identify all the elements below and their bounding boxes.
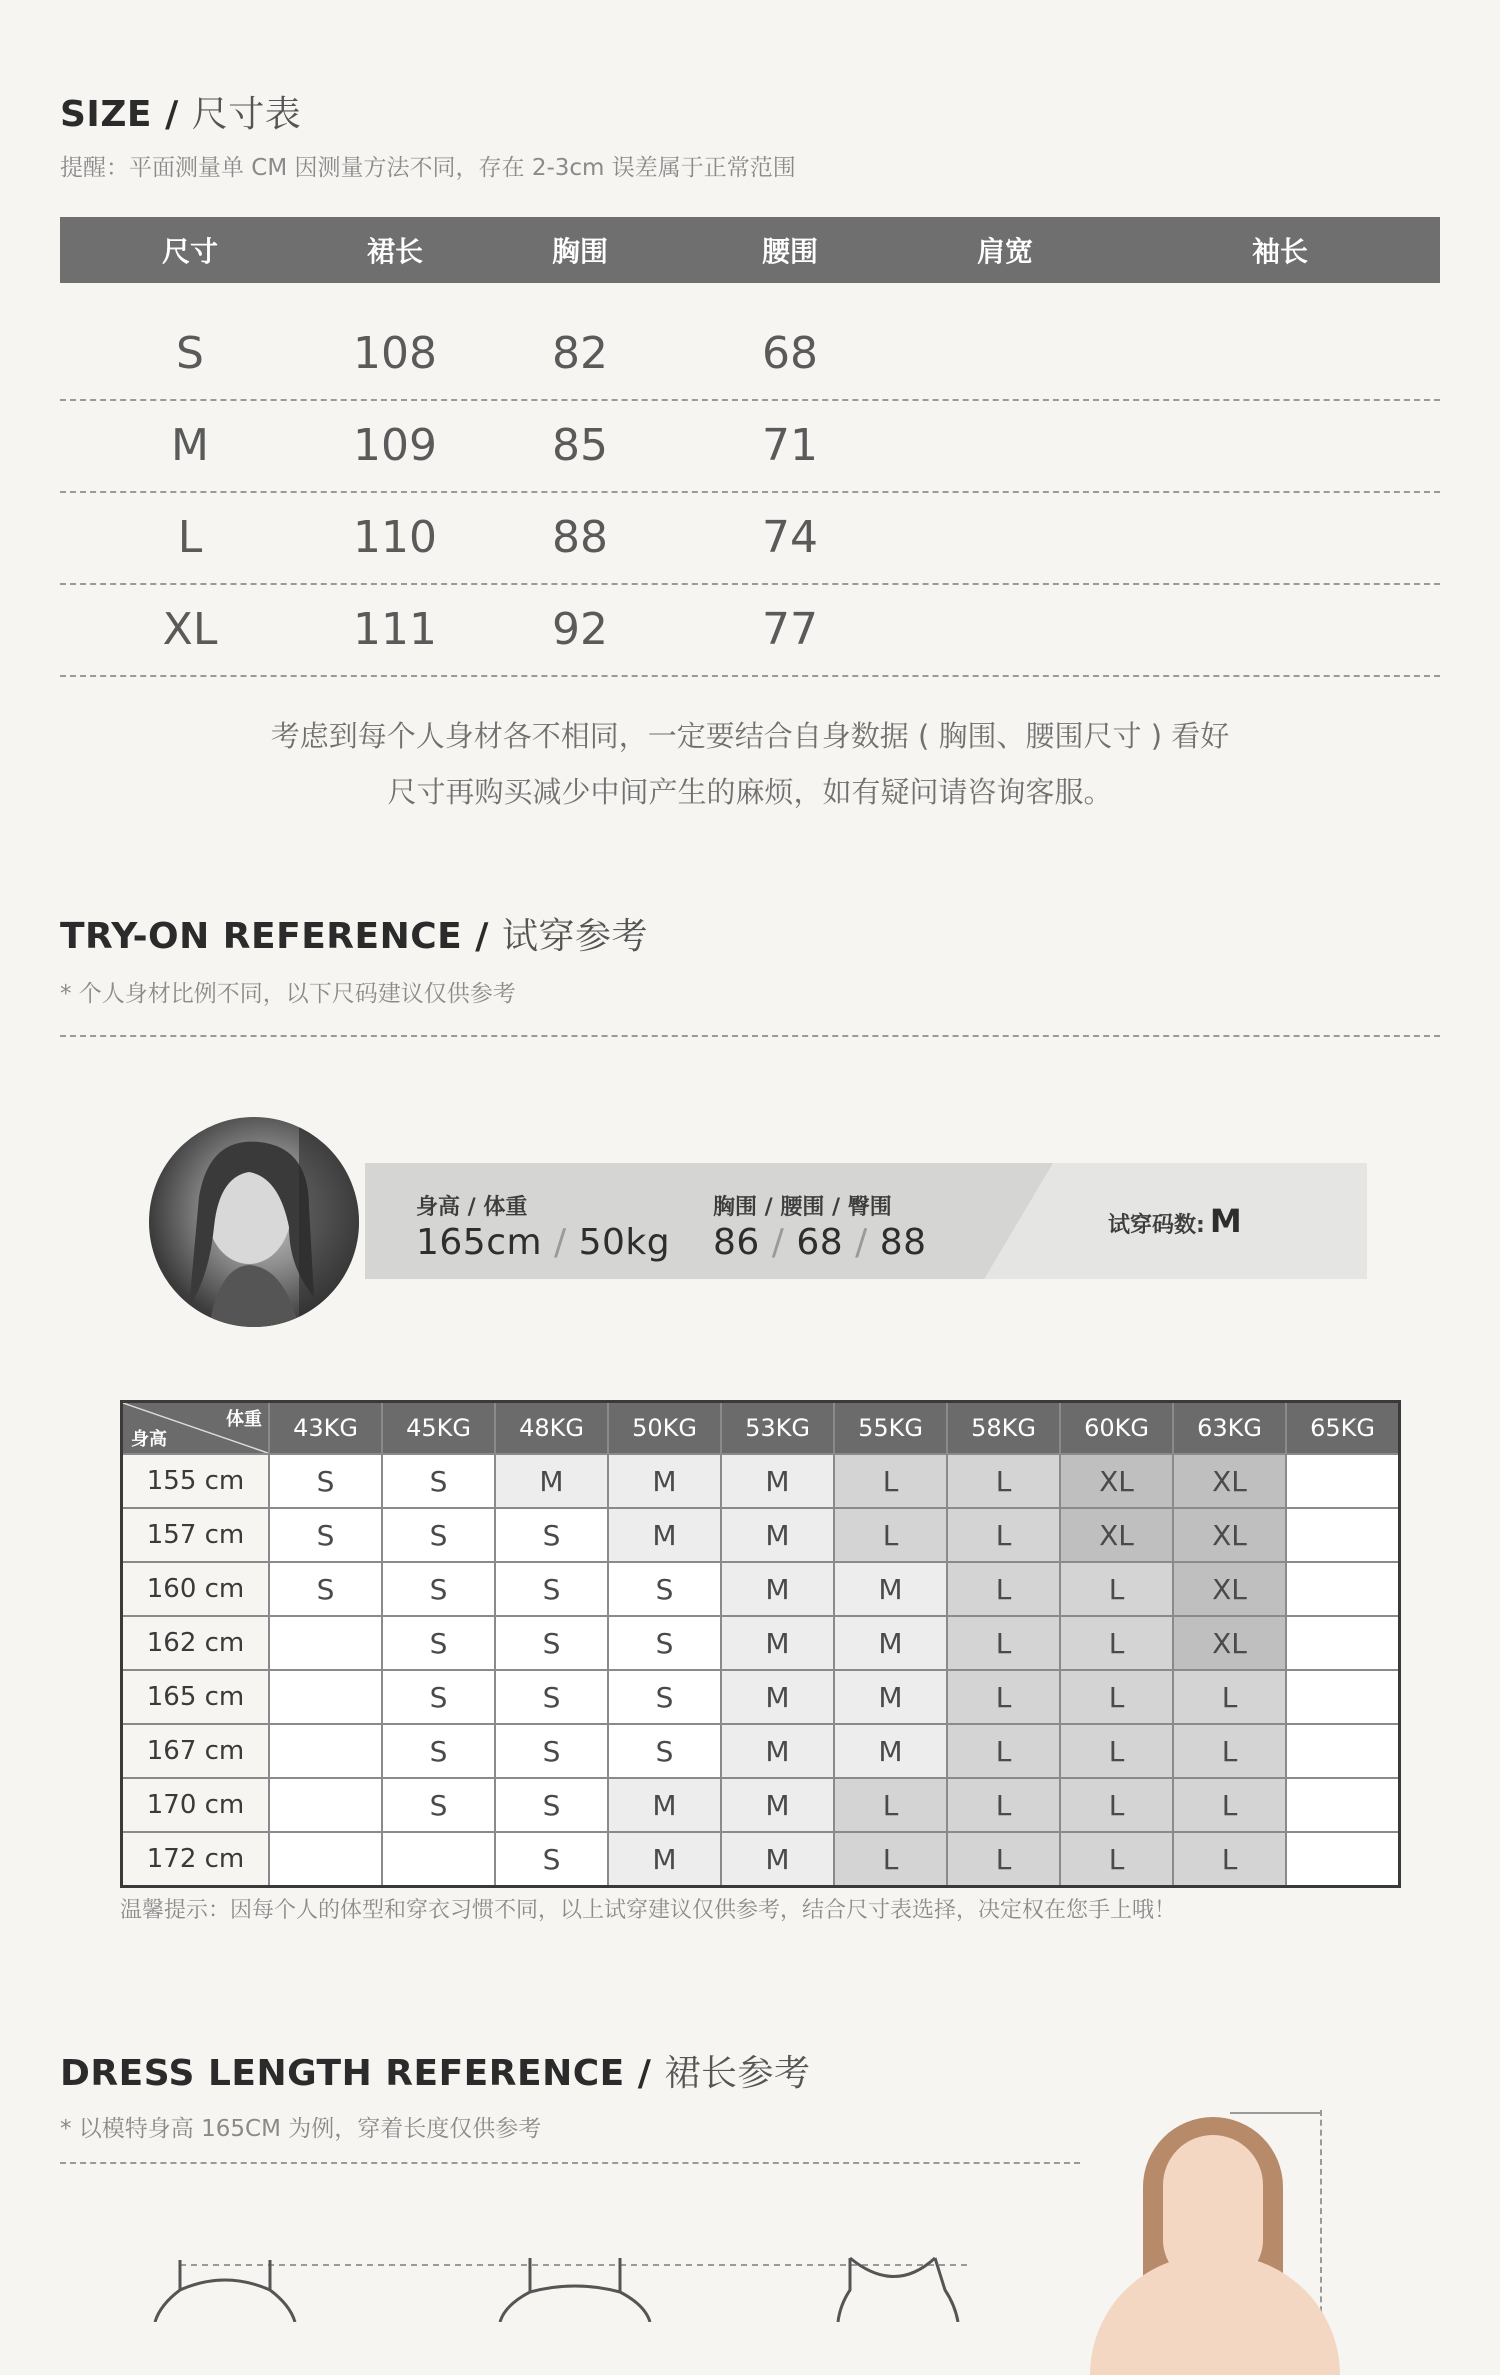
tryon-size-value: M [1209,1202,1242,1240]
grid-size-cell: S [382,1562,495,1616]
grid-size-cell [269,1616,382,1670]
grid-size-cell: S [608,1616,721,1670]
grid-row [122,1724,1400,1778]
tryon-size [1108,1202,1242,1240]
grid-height-label: 157 cm [122,1508,270,1562]
grid-size-cell: L [1060,1670,1173,1724]
grid-weight-header: 58KG [947,1402,1060,1455]
size-cell-waist: 74 [762,511,818,563]
grid-size-cell [1286,1454,1400,1508]
size-cell-size: S [176,327,204,379]
grid-size-cell: L [947,1562,1060,1616]
tryon-title-cn: 试穿参考 [502,916,649,957]
grid-height-label: 167 cm [122,1724,270,1778]
grid-size-cell: L [1173,1832,1286,1887]
corner-height-label: 身高 [131,1429,167,1450]
grid-size-cell: L [947,1508,1060,1562]
corner-weight-label: 体重 [226,1409,262,1430]
grid-size-cell: S [495,1562,608,1616]
grid-size-cell: M [608,1832,721,1887]
size-tip-line1: 考虑到每个人身材各不相同，一定要结合自身数据 ( 胸围、腰围尺寸 ) 看好 [270,719,1230,753]
grid-height-label: 160 cm [122,1562,270,1616]
model-sep: / [554,1222,567,1263]
grid-weight-header: 43KG [269,1402,382,1455]
grid-size-cell: S [608,1562,721,1616]
grid-size-cell: M [721,1778,834,1832]
grid-size-cell [1286,1724,1400,1778]
grid-size-cell: XL [1173,1562,1286,1616]
size-cell-length: 108 [353,327,437,379]
grid-size-cell: L [947,1778,1060,1832]
size-cell-sleeve [1120,491,1440,583]
tryon-note: * 个人身材比例不同，以下尺码建议仅供参考 [60,981,516,1007]
size-cell-waist: 71 [762,419,818,471]
grid-size-cell [269,1670,382,1724]
grid-size-cell: L [947,1454,1060,1508]
grid-size-cell: XL [1173,1508,1286,1562]
grid-size-cell [269,1778,382,1832]
grid-weight-header: 50KG [608,1402,721,1455]
grid-weight-header: 63KG [1173,1402,1286,1455]
grid-row [122,1832,1400,1887]
grid-size-cell: XL [1060,1508,1173,1562]
size-cell-shoulder [890,583,1120,675]
model-weight: 50kg [578,1222,671,1263]
tryon-title-slash: / [475,916,489,957]
bwh-label: 胸围 / 腰围 / 臀围 [713,1195,892,1220]
model-avatar [145,1113,363,1331]
grid-size-cell: S [382,1778,495,1832]
grid-corner [122,1402,270,1455]
size-table-row [60,583,1440,675]
grid-size-cell: M [834,1616,947,1670]
size-cell-sleeve [1120,583,1440,675]
grid-size-cell: S [382,1454,495,1508]
grid-row [122,1670,1400,1724]
grid-size-cell: M [721,1562,834,1616]
grid-row [122,1778,1400,1832]
model-sep: / [771,1222,785,1263]
size-cell-size: L [177,511,203,563]
dress-title-en: DRESS LENGTH REFERENCE [60,2053,625,2094]
grid-size-cell: S [495,1670,608,1724]
grid-size-cell: L [1060,1724,1173,1778]
grid-weight-header: 53KG [721,1402,834,1455]
size-header-cell: 尺寸 [161,235,218,268]
size-cell-bust: 88 [552,511,608,563]
model-height: 165cm [416,1222,543,1263]
size-cell-length: 111 [353,603,437,655]
grid-size-cell: M [721,1724,834,1778]
grid-size-cell: L [1060,1832,1173,1887]
grid-size-cell: S [495,1778,608,1832]
height-weight-label: 身高 / 体重 [416,1195,528,1220]
grid-size-cell: S [608,1724,721,1778]
grid-size-cell: M [834,1724,947,1778]
dress-outline-icons [150,2250,1000,2322]
grid-weight-header: 60KG [1060,1402,1173,1455]
size-header-cell: 腰围 [761,235,818,268]
grid-size-cell [382,1832,495,1887]
grid-size-cell: L [947,1670,1060,1724]
grid-weight-header: 45KG [382,1402,495,1455]
grid-size-cell: S [269,1508,382,1562]
grid-height-label: 170 cm [122,1778,270,1832]
model-portrait-icon [149,1117,359,1327]
grid-size-cell: L [1060,1778,1173,1832]
grid-row [122,1616,1400,1670]
size-title-cn: 尺寸表 [191,94,302,135]
model-sep: / [855,1222,868,1263]
dress-section-title [60,2045,810,2096]
grid-size-cell: L [834,1508,947,1562]
size-tip-line2: 尺寸再购买减少中间产生的麻烦，如有疑问请咨询客服。 [387,775,1113,809]
grid-size-cell: S [608,1670,721,1724]
warm-tip: 温馨提示：因每个人的体型和穿衣习惯不同，以上试穿建议仅供参考，结合尺寸表选择，决定权在您手上哦！ [120,1898,1177,1923]
tryon-title-en: TRY-ON REFERENCE [60,916,463,957]
grid-size-cell: M [721,1508,834,1562]
size-cell-waist: 77 [762,603,818,655]
grid-size-cell [1286,1832,1400,1887]
size-cell-shoulder [890,399,1120,491]
grid-size-cell [269,1832,382,1887]
size-cell-waist: 68 [762,327,818,379]
grid-size-cell: M [608,1778,721,1832]
grid-size-cell: S [269,1562,382,1616]
grid-weight-header: 55KG [834,1402,947,1455]
grid-size-cell [1286,1778,1400,1832]
grid-weight-header: 48KG [495,1402,608,1455]
grid-height-label: 162 cm [122,1616,270,1670]
grid-size-cell: S [382,1508,495,1562]
dress-note: * 以模特身高 165CM 为例，穿着长度仅供参考 [60,2116,542,2142]
size-cell-bust: 82 [552,327,608,379]
grid-size-cell: S [382,1616,495,1670]
grid-size-cell: L [834,1778,947,1832]
size-table-row [60,399,1440,491]
size-cell-length: 109 [353,419,437,471]
grid-size-cell: L [834,1454,947,1508]
grid-size-cell: XL [1173,1454,1286,1508]
size-cell-shoulder [890,491,1120,583]
grid-size-cell: S [269,1454,382,1508]
grid-size-cell: M [834,1670,947,1724]
grid-size-cell [269,1724,382,1778]
tryon-size-grid [120,1400,1401,1888]
grid-row [122,1508,1400,1562]
grid-size-cell: M [608,1508,721,1562]
grid-size-cell [1286,1616,1400,1670]
grid-size-cell: M [721,1454,834,1508]
grid-height-label: 155 cm [122,1454,270,1508]
grid-size-cell: S [495,1832,608,1887]
grid-size-cell: L [947,1832,1060,1887]
size-cell-bust: 85 [552,419,608,471]
figure-face-icon [1163,2135,1263,2285]
grid-size-cell: S [495,1724,608,1778]
dress-divider [60,2162,1080,2164]
grid-size-cell: XL [1173,1616,1286,1670]
grid-height-label: 172 cm [122,1832,270,1887]
grid-size-cell: M [721,1832,834,1887]
grid-size-cell: M [834,1562,947,1616]
height-weight-value [416,1222,670,1263]
grid-size-cell: M [721,1670,834,1724]
grid-size-cell [1286,1508,1400,1562]
size-header-cell: 肩宽 [976,235,1033,268]
grid-size-cell: L [1173,1778,1286,1832]
grid-size-cell: M [495,1454,608,1508]
grid-size-cell: L [1060,1616,1173,1670]
bwh-value [713,1222,927,1263]
grid-size-cell: S [382,1724,495,1778]
size-header-cell: 裙长 [366,235,423,268]
grid-size-cell: M [721,1616,834,1670]
tryon-section-title [60,908,648,959]
grid-row [122,1454,1400,1508]
size-table-row [60,307,1440,399]
size-section-title [60,86,301,137]
size-header-cell: 胸围 [551,235,608,268]
grid-row [122,1562,1400,1616]
grid-size-cell: L [947,1724,1060,1778]
dress-title-slash: / [637,2053,652,2094]
size-cell-sleeve [1120,307,1440,399]
grid-size-cell [1286,1562,1400,1616]
size-note: 提醒：平面测量单 CM 因测量方法不同，存在 2-3cm 误差属于正常范围 [60,155,796,181]
grid-size-cell: XL [1060,1454,1173,1508]
grid-size-cell: S [495,1616,608,1670]
grid-size-cell [1286,1670,1400,1724]
grid-size-cell: L [1060,1562,1173,1616]
size-cell-size: XL [162,603,218,655]
length-marker-top [1230,2112,1322,2114]
model-bust: 86 [713,1222,760,1263]
grid-size-cell: L [834,1832,947,1887]
size-row-divider [60,675,1440,677]
size-table-header [60,217,1440,283]
grid-weight-header: 65KG [1286,1402,1400,1455]
tryon-size-label: 试穿码数: [1108,1213,1205,1238]
grid-size-cell: L [1173,1670,1286,1724]
model-hip: 88 [879,1222,927,1263]
size-table-row [60,491,1440,583]
size-title-slash: / [165,94,179,135]
model-waist: 68 [796,1222,844,1263]
size-cell-sleeve [1120,399,1440,491]
grid-size-cell: S [382,1670,495,1724]
tryon-divider [60,1035,1440,1037]
dress-title-cn: 裙长参考 [664,2053,811,2094]
grid-size-cell: M [608,1454,721,1508]
size-header-cell: 袖长 [1251,235,1308,268]
length-marker-line [1320,2110,1322,2322]
grid-size-cell: L [1173,1724,1286,1778]
size-cell-size: M [171,419,209,471]
size-cell-bust: 92 [552,603,608,655]
grid-height-label: 165 cm [122,1670,270,1724]
size-title-en: SIZE [60,94,153,135]
grid-size-cell: L [947,1616,1060,1670]
grid-size-cell: S [495,1508,608,1562]
size-cell-shoulder [890,307,1120,399]
size-cell-length: 110 [353,511,437,563]
